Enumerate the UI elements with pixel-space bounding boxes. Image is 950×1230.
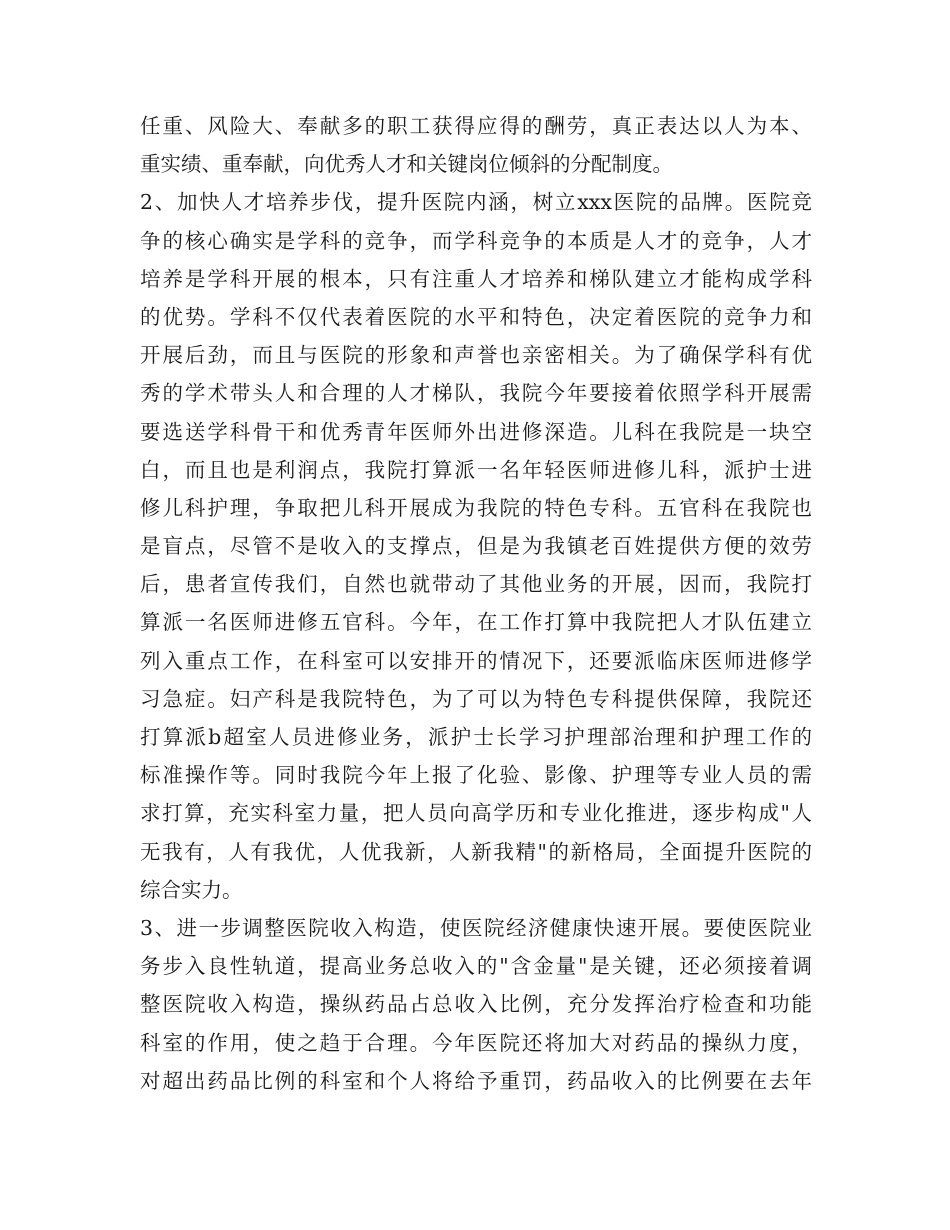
text-line: 2、加快人才培养步伐，提升医院内涵，树立xxx医院的品牌。医院竞 — [140, 190, 812, 215]
text-line: 3、进一步调整医院收入构造，使医院经济健康快速开展。要使医院业 — [140, 915, 812, 940]
text-line: 开展后劲，而且与医院的形象和声誉也亲密相关。为了确保学科有优 — [140, 343, 812, 368]
text-line: 列入重点工作，在科室可以安排开的情况下，还要派临床医师进修学 — [140, 648, 812, 673]
text-line: 后，患者宣传我们，自然也就带动了其他业务的开展，因而，我院打 — [140, 572, 812, 597]
text-line: 务步入良性轨道，提高业务总收入的"含金量"是关键，还必须接着调 — [140, 954, 812, 979]
text-line: 标准操作等。同时我院今年上报了化验、影像、护理等专业人员的需 — [140, 763, 812, 788]
text-line: 秀的学术带头人和合理的人才梯队，我院今年要接着依照学科开展需 — [140, 381, 812, 406]
text-line: 整医院收入构造，操纵药品占总收入比例，充分发挥治疗检查和功能 — [140, 992, 812, 1017]
text-line: 任重、风险大、奉献多的职工获得应得的酬劳，真正表达以人为本、 — [140, 114, 812, 138]
text-line: 算派一名医师进修五官科。今年，在工作打算中我院把人才队伍建立 — [140, 610, 812, 635]
text-line: 打算派b超室人员进修业务，派护士长学习护理部治理和护理工作的 — [140, 725, 812, 749]
text-line: 对超出药品比例的科室和个人将给予重罚，药品收入的比例要在去年 — [140, 1068, 812, 1093]
text-line: 是盲点，尽管不是收入的支撑点，但是为我镇老百姓提供方便的效劳 — [140, 534, 812, 559]
text-line: 白，而且也是利润点，我院打算派一名年轻医师进修儿科，派护士进 — [140, 457, 812, 482]
text-line: 求打算，充实科室力量，把人员向高学历和专业化推进，逐步构成"人 — [140, 801, 812, 826]
text-line: 修儿科护理，争取把儿科开展成为我院的特色专科。五官科在我院也 — [140, 495, 812, 520]
text-line: 的优势。学科不仅代表着医院的水平和特色，决定着医院的竞争力和 — [140, 304, 812, 329]
text-line: 无我有，人有我优，人优我新，人新我精"的新格局，全面提升医院的 — [140, 839, 812, 864]
text-line: 重实绩、重奉献，向优秀人才和关键岗位倾斜的分配制度。 — [140, 152, 673, 177]
text-line: 要选送学科骨干和优秀青年医师外出进修深造。儿科在我院是一块空 — [140, 419, 812, 444]
document-body-text — [140, 107, 812, 1100]
text-line: 综合实力。 — [140, 877, 243, 902]
text-line: 培养是学科开展的根本，只有注重人才培养和梯队建立才能构成学科 — [140, 266, 812, 291]
text-line: 习急症。妇产科是我院特色，为了可以为特色专科提供保障，我院还 — [140, 686, 812, 711]
text-line: 科室的作用，使之趋于合理。今年医院还将加大对药品的操纵力度， — [140, 1030, 812, 1055]
text-line: 争的核心确实是学科的竞争，而学科竞争的本质是人才的竞争，人才 — [140, 228, 812, 253]
